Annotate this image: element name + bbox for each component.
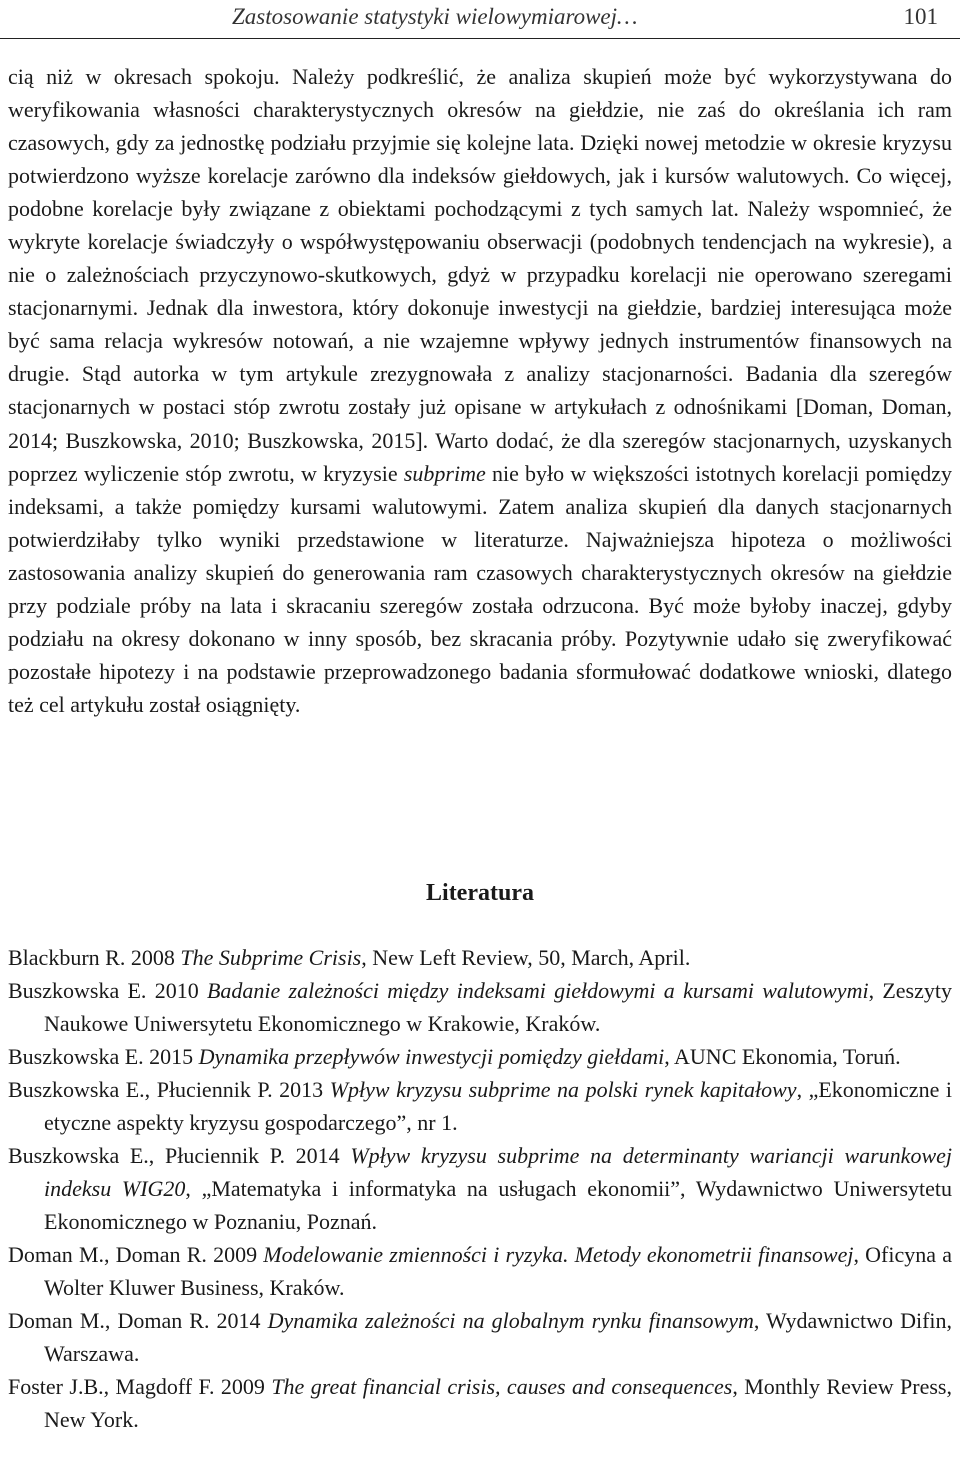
reference-source: , Oficyna a Wolter Kluwer Business, Kraków.	[44, 1242, 953, 1300]
body-paragraph	[8, 60, 952, 721]
page-number: 101	[903, 4, 938, 29]
reference-source: , „Matematyka i informatyka na usługach ekonomii”, Wydawnictwo Uniwersytetu Ekonomicznego w Poznaniu, Poznań.	[44, 1176, 952, 1234]
reference-authors: Buszkowska E., Płuciennik P. 2014	[8, 1143, 351, 1168]
reference-item	[8, 1304, 952, 1370]
literature-heading: Literatura	[426, 880, 534, 906]
reference-title: Badanie zależności między indeksami giełdowymi a kursami walutowymi	[206, 978, 869, 1003]
reference-title: The Subprime Crisis	[180, 945, 362, 970]
reference-authors: Buszkowska E. 2010	[8, 978, 207, 1003]
reference-item	[8, 1040, 952, 1073]
reference-source: , New Left Review, 50, March, April.	[361, 945, 691, 970]
reference-source: , „Ekonomiczne i etyczne aspekty kryzysu gospodarczego”, nr 1.	[44, 1077, 952, 1135]
reference-title: Wpływ kryzysu subprime na determinanty wariancji warunkowej indeksu WIG20	[44, 1143, 952, 1201]
reference-source: , Zeszyty Naukowe Uniwersytetu Ekonomicznego w Krakowie, Kraków.	[44, 978, 952, 1036]
paragraph-text-end: nie było w większości istotnych korelacji pomiędzy indeksami, a także pomiędzy kursami walutowymi. Zatem analiza skupień dla danych stacjonarnych potwierdziłaby tylko wyniki przedstawione w literaturze. Najważniejsza hipoteza o możliwości zastosowania analizy skupień do generowania ram czasowych charakterystycznych okresów na giełdzie przy podziale próby na lata i skracaniu szeregów została odrzucona. Być może byłoby inaczej, gdyby podziału na okresy dokonano w inny sposób, bez skracania próby. Pozytywnie udało się zweryfikować pozostałe hipotezy i na podstawie przeprowadzonego badania sformułować dodatkowe wnioski, dlatego też cel artykułu został osiągnięty.	[8, 460, 953, 717]
reference-item	[8, 941, 952, 974]
reference-authors: Blackburn R. 2008	[8, 945, 181, 970]
reference-authors: Buszkowska E. 2015	[8, 1044, 199, 1069]
reference-source: , Monthly Review Press, New York.	[44, 1374, 952, 1432]
reference-list	[8, 941, 952, 1436]
reference-authors: Doman M., Doman R. 2014	[8, 1308, 268, 1333]
paragraph-text: cią niż w okresach spokoju. Należy podkreślić, że analiza skupień może być wykorzystywana do weryfikowania własności charakterystycznych okresów na giełdzie, nie zaś do określania ich ram czasowych, gdy za jednostkę podziału przyjmie się kolejne lata. Dzięki nowej metodzie w okresie kryzysu potwierdzono wyższe korelacje zarówno dla indeksów giełdowych, jak i kursów walutowych. Co więcej, podobne korelacje były związane z obiektami pochodzącymi z tych samych lat. Należy wspomnieć, że wykryte korelacje świadczyły o współwystępowaniu obserwacji (podobnych tendencjach na wykresie), a nie o zależnościach przyczynowo-skutkowych, gdyż w przypadku korelacji nie operowano szeregami stacjonarnymi. Jednak dla inwestora, który dokonuje inwestycji na giełdzie, bardziej interesująca może być sama relacja wykresów notowań, a nie wzajemne wpływy jednych instrumentów finansowych na drugie. Stąd autorka w tym artykule zrezygnowała z analizy stacjonarności. Badania dla szeregów stacjonarnych w postaci stóp zwrotu zostały już opisane w artykułach z odnośnikami [Doman, Doman, 2014; Buszkowska, 2010; Buszkowska, 2015]. Warto dodać, że dla szeregów stacjonarnych, uzyskanych poprzez wyliczenie stóp zwrotu, w kryzysie	[8, 64, 952, 486]
reference-title: Dynamika przepływów inwestycji pomiędzy giełdami	[198, 1044, 665, 1069]
reference-title: Modelowanie zmienności i ryzyka. Metody ekonometrii finansowej	[263, 1242, 854, 1267]
reference-source: , Wydawnictwo Difin, Warszawa.	[44, 1308, 953, 1366]
running-title: Zastosowanie statystyki wielowymiarowej…	[232, 4, 638, 29]
reference-item	[8, 1073, 952, 1139]
reference-title: Dynamika zależności na globalnym rynku finansowym	[267, 1308, 754, 1333]
running-header	[0, 0, 960, 39]
reference-item	[8, 1370, 952, 1436]
reference-title: The great financial crisis, causes and consequences	[271, 1374, 733, 1399]
italic-term: subprime	[403, 460, 486, 486]
reference-title: Wpływ kryzysu subprime na polski rynek kapitałowy	[329, 1077, 797, 1102]
reference-authors: Buszkowska E., Płuciennik P. 2013	[8, 1077, 330, 1102]
reference-authors: Doman M., Doman R. 2009	[8, 1242, 264, 1267]
reference-item	[8, 1238, 952, 1304]
reference-source: , AUNC Ekonomia, Toruń.	[664, 1044, 901, 1069]
reference-item	[8, 1139, 952, 1238]
reference-item	[8, 974, 952, 1040]
reference-authors: Foster J.B., Magdoff F. 2009	[8, 1374, 272, 1399]
